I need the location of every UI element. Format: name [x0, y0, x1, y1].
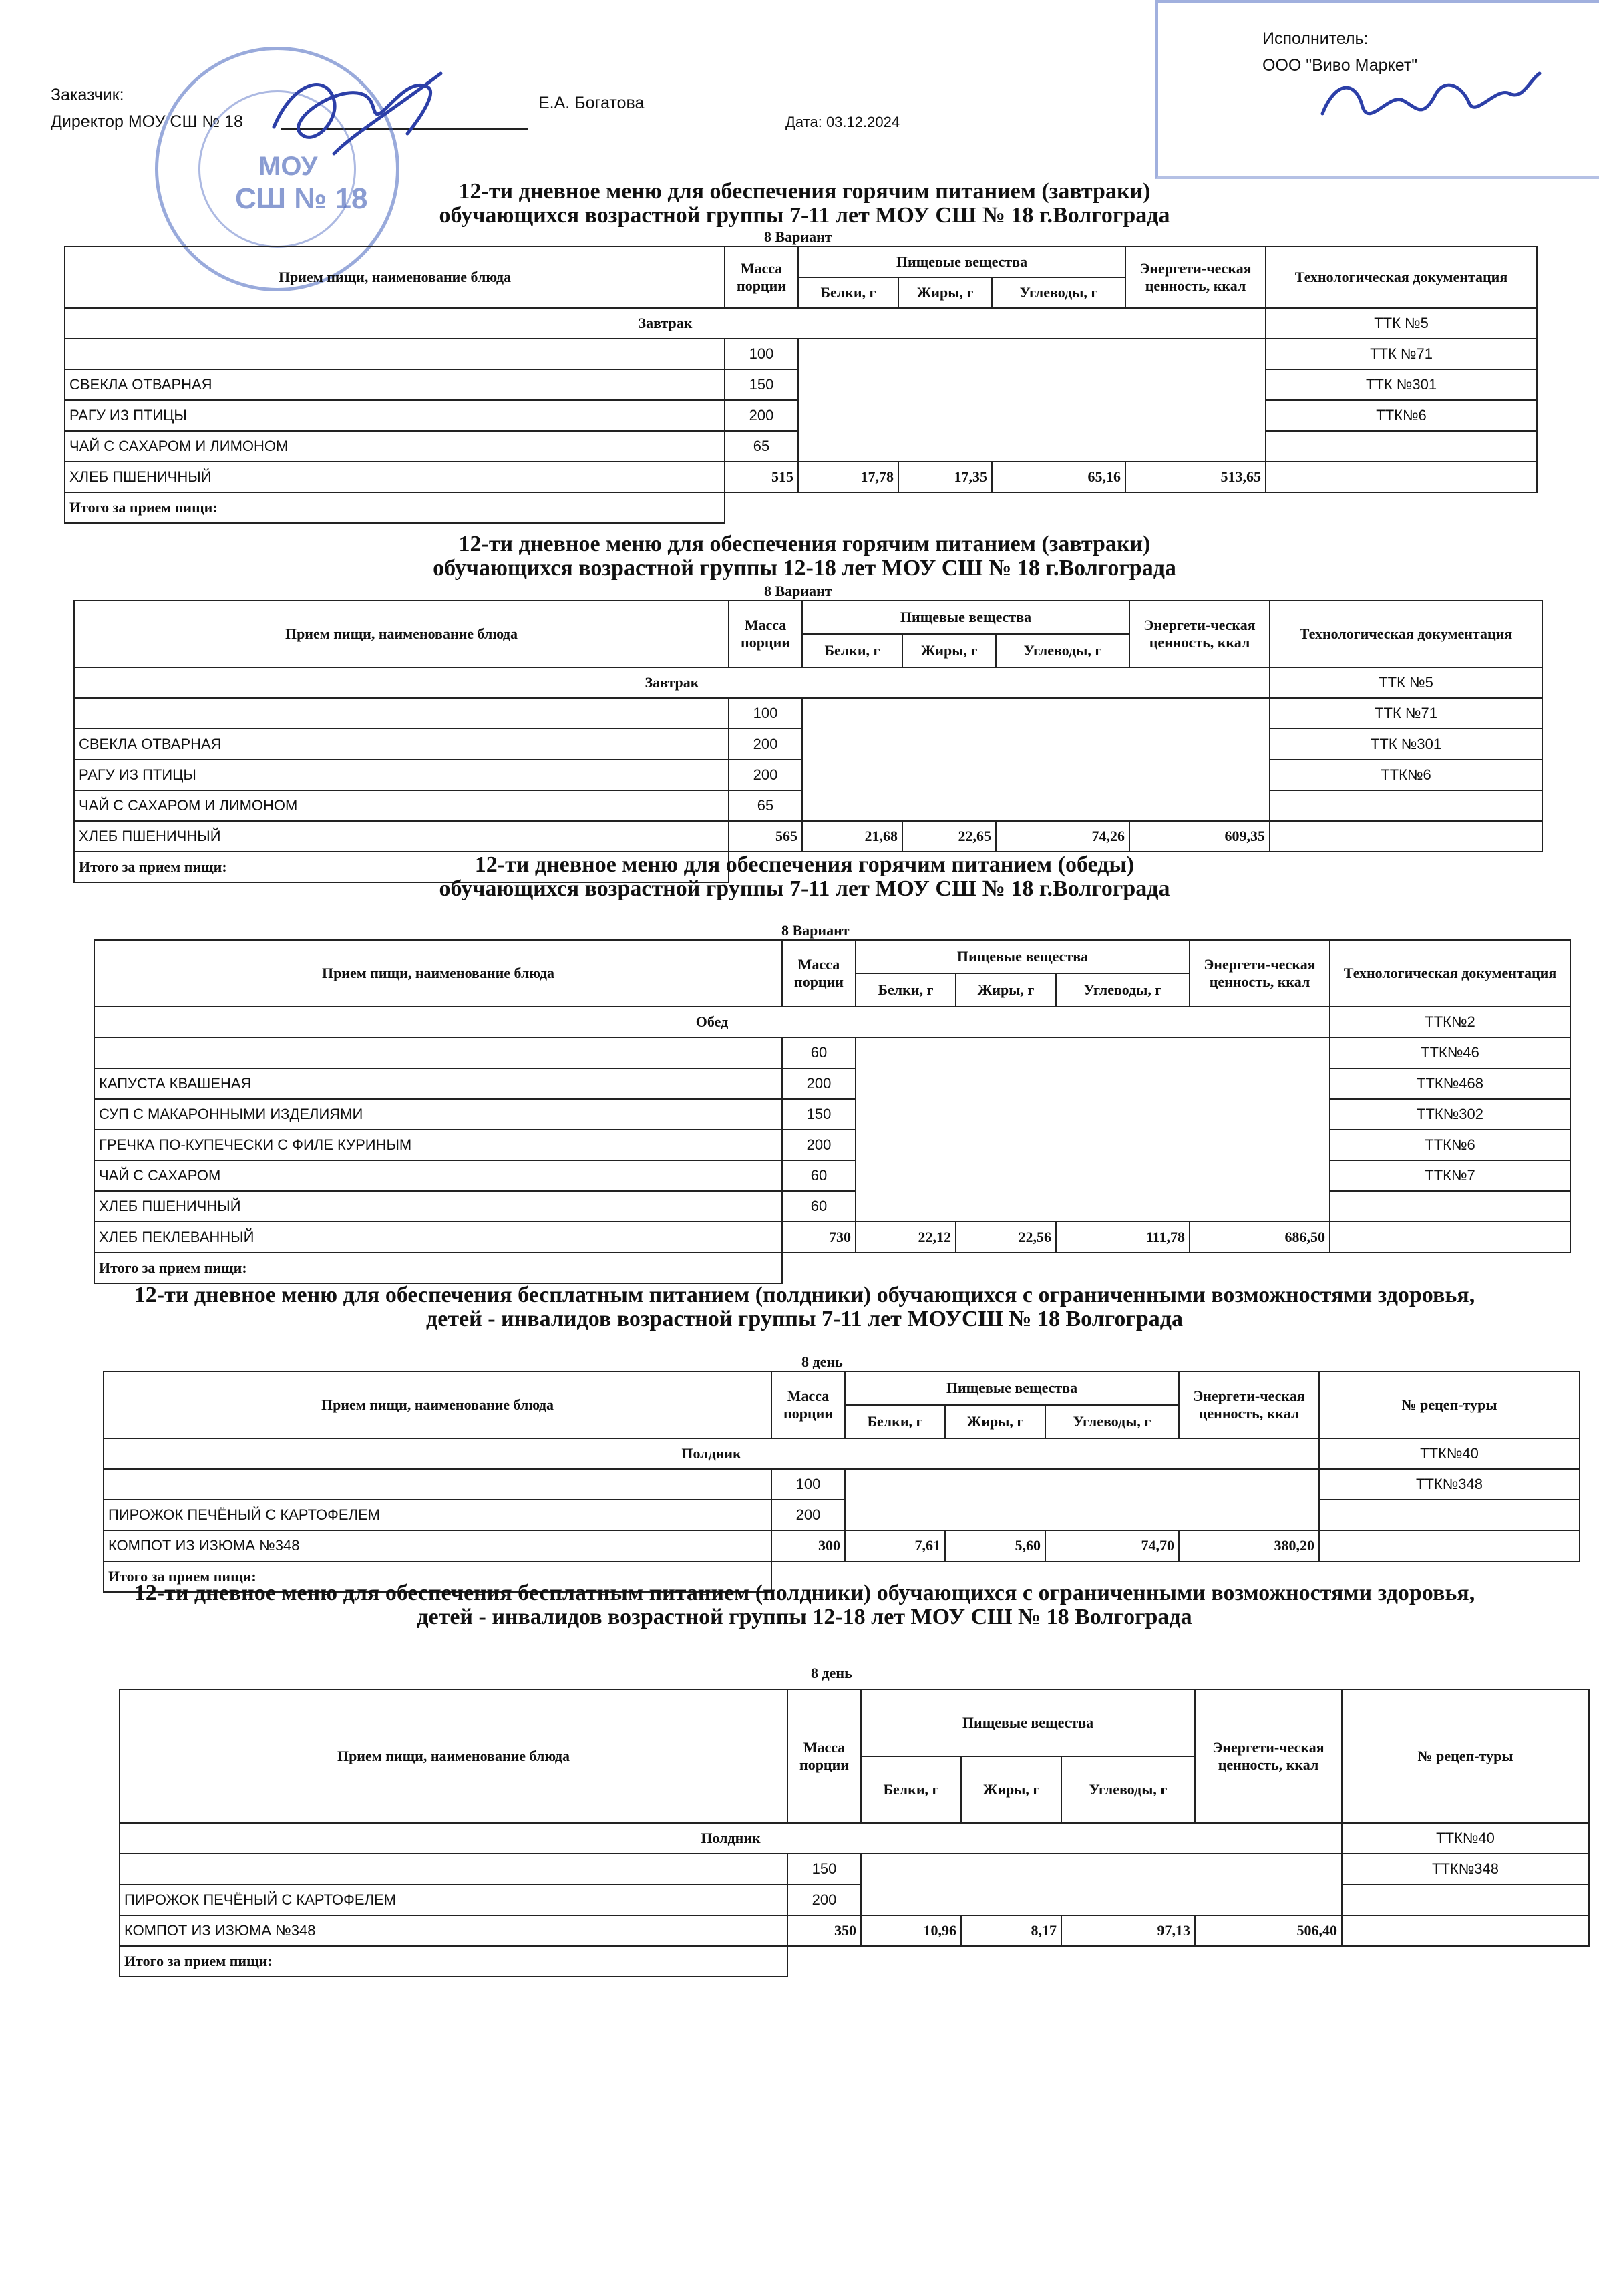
table-row: ГРЕЧКА ПО-КУПЕЧЕСКИ С ФИЛЕ КУРИНЫМ 200 ТТК№6 [94, 1130, 1570, 1160]
table-row: ХЛЕБ ПЕКЛЕВАННЫЙ 730 22,12 22,56 111,78 686,50 [94, 1222, 1570, 1253]
col-name-header: Прием пищи, наименование блюда [120, 1689, 787, 1823]
menu-table-4 [103, 1371, 1580, 1593]
table-row: ХЛЕБ ПШЕНИЧНЫЙ 515 17,78 17,35 65,16 513,65 [65, 462, 1537, 492]
table4-title-line2: детей - инвалидов возрастной группы 7-11 лет МОУСШ № 18 Волгограда [426, 1307, 1183, 1331]
table2-title-line1: 12-ти дневное меню для обеспечения горячим питанием (завтраки) [458, 532, 1151, 556]
table-row: 100 ТТК№348 [104, 1469, 1580, 1500]
col-techdoc-header: Технологическая документация [1266, 247, 1537, 308]
section-label: Полдник [104, 1438, 1319, 1469]
menu-table-3 [94, 939, 1571, 1284]
col-mass-header: Масса порции [787, 1689, 861, 1823]
col-recipe-header: № рецеп-туры [1319, 1371, 1580, 1438]
table-row: СУП С МАКАРОННЫМИ ИЗДЕЛИЯМИ 150 ТТК№302 [94, 1099, 1570, 1130]
section-label: Обед [94, 1007, 1330, 1037]
col-name-header: Прием пищи, наименование блюда [94, 940, 782, 1007]
col-protein-header: Белки, г [845, 1405, 945, 1438]
executor-signature-icon [1309, 53, 1550, 154]
table-row: ХЛЕБ ПШЕНИЧНЫЙ 565 21,68 22,65 74,26 609,35 [74, 821, 1542, 852]
col-nutrients-header: Пищевые вещества [861, 1689, 1195, 1756]
table-row: РАГУ ИЗ ПТИЦЫ 200 ТТК№6 [74, 760, 1542, 790]
table4-title-line1: 12-ти дневное меню для обеспечения бесплатным питанием (полдники) обучающихся с ограниченными возможностями здоровья, [134, 1283, 1475, 1307]
col-nutrients-header: Пищевые вещества [798, 247, 1125, 277]
col-name-header: Прием пищи, наименование блюда [65, 247, 725, 308]
col-fat-header: Жиры, г [961, 1756, 1061, 1823]
table-row: ЧАЙ С САХАРОМ И ЛИМОНОМ 65 [74, 790, 1542, 821]
table-row: РАГУ ИЗ ПТИЦЫ 200 ТТК№6 [65, 400, 1537, 431]
table2-title-line2: обучающихся возрастной группы 12-18 лет МОУ СШ № 18 г.Волгограда [433, 556, 1176, 581]
customer-name: Е.А. Богатова [538, 94, 645, 112]
col-protein-header: Белки, г [861, 1756, 961, 1823]
col-carbs-header: Углеводы, г [1061, 1756, 1195, 1823]
document-date: Дата: 03.12.2024 [785, 114, 900, 130]
col-mass-header: Масса порции [782, 940, 856, 1007]
table-row: ЧАЙ С САХАРОМ И ЛИМОНОМ 65 [65, 431, 1537, 462]
col-protein-header: Белки, г [856, 973, 956, 1007]
col-carbs-header: Углеводы, г [996, 634, 1129, 667]
table5-title-line2: детей - инвалидов возрастной группы 12-18 лет МОУ СШ № 18 Волгограда [417, 1605, 1192, 1629]
table4-variant: 8 день [801, 1353, 843, 1370]
total-label: Итого за прием пищи: [104, 1561, 771, 1592]
col-techdoc-header: Технологическая документация [1330, 940, 1570, 1007]
col-fat-header: Жиры, г [945, 1405, 1045, 1438]
col-mass-header: Масса порции [729, 601, 802, 667]
table1-title-line1: 12-ти дневное меню для обеспечения горячим питанием (завтраки) [458, 179, 1151, 204]
total-label: Итого за прием пищи: [120, 1946, 787, 1977]
table3-title-line2: обучающихся возрастной группы 7-11 лет МОУ СШ № 18 г.Волгограда [439, 876, 1170, 901]
customer-label: Заказчик: [51, 86, 124, 104]
executor-label: Исполнитель: [1262, 29, 1369, 48]
recipe-number: ТТК№40 [1342, 1823, 1589, 1854]
col-energy-header: Энергети-ческая ценность, ккал [1195, 1689, 1342, 1823]
customer-position: Директор МОУ СШ № 18 [51, 112, 243, 131]
director-signature-icon [254, 53, 454, 167]
table-row: ПИРОЖОК ПЕЧЁНЫЙ С КАРТОФЕЛЕМ 200 [120, 1884, 1589, 1915]
col-carbs-header: Углеводы, г [1045, 1405, 1179, 1438]
col-nutrients-header: Пищевые вещества [845, 1371, 1179, 1405]
table2-variant: 8 Вариант [764, 583, 832, 599]
section-label: Завтрак [65, 308, 1266, 339]
col-recipe-header: № рецеп-туры [1342, 1689, 1589, 1823]
col-energy-header: Энергети-ческая ценность, ккал [1190, 940, 1330, 1007]
col-energy-header: Энергети-ческая ценность, ккал [1129, 601, 1270, 667]
col-mass-header: Масса порции [771, 1371, 845, 1438]
col-energy-header: Энергети-ческая ценность, ккал [1179, 1371, 1319, 1438]
table-row: 100 ТТК №71 [65, 339, 1537, 369]
tech-doc: ТТК №5 [1270, 667, 1542, 698]
table-row: КОМПОТ ИЗ ИЗЮМА №348 300 7,61 5,60 74,70 380,20 [104, 1530, 1580, 1561]
table1-variant: 8 Вариант [764, 228, 832, 245]
table-row: 60 ТТК№46 [94, 1037, 1570, 1068]
executor-name: ООО "Виво Маркет" [1262, 56, 1418, 75]
table-row: СВЕКЛА ОТВАРНАЯ 150 ТТК №301 [65, 369, 1537, 400]
col-protein-header: Белки, г [802, 634, 902, 667]
total-label: Итого за прием пищи: [94, 1253, 782, 1283]
tech-doc: ТТК№2 [1330, 1007, 1570, 1037]
col-energy-header: Энергети-ческая ценность, ккал [1125, 247, 1266, 308]
school-stamp: МОУ СШ № 18 [155, 47, 399, 291]
table-row: СВЕКЛА ОТВАРНАЯ 200 ТТК №301 [74, 729, 1542, 760]
col-carbs-header: Углеводы, г [992, 277, 1125, 308]
table-row: ЧАЙ С САХАРОМ 60 ТТК№7 [94, 1160, 1570, 1191]
total-label: Итого за прием пищи: [65, 492, 725, 523]
col-protein-header: Белки, г [798, 277, 898, 308]
table1-title-line2: обучающихся возрастной группы 7-11 лет МОУ СШ № 18 г.Волгограда [439, 203, 1170, 228]
col-name-header: Прием пищи, наименование блюда [104, 1371, 771, 1438]
menu-table-5 [119, 1689, 1590, 1977]
table5-variant: 8 день [811, 1665, 852, 1681]
col-nutrients-header: Пищевые вещества [802, 601, 1129, 634]
col-fat-header: Жиры, г [902, 634, 996, 667]
col-nutrients-header: Пищевые вещества [856, 940, 1190, 973]
table-row: ПИРОЖОК ПЕЧЁНЫЙ С КАРТОФЕЛЕМ 200 [104, 1500, 1580, 1530]
col-name-header: Прием пищи, наименование блюда [74, 601, 729, 667]
menu-table-2 [73, 600, 1543, 883]
table3-title-line1: 12-ти дневное меню для обеспечения горячим питанием (обеды) [474, 852, 1135, 877]
table-row: 100 ТТК №71 [74, 698, 1542, 729]
table-row: ХЛЕБ ПШЕНИЧНЫЙ 60 [94, 1191, 1570, 1222]
section-label: Завтрак [74, 667, 1270, 698]
table-row: КАПУСТА КВАШЕНАЯ 200 ТТК№468 [94, 1068, 1570, 1099]
col-fat-header: Жиры, г [898, 277, 992, 308]
table5-title-line1: 12-ти дневное меню для обеспечения бесплатным питанием (полдники) обучающихся с ограниченными возможностями здоровья, [134, 1581, 1475, 1605]
total-label: Итого за прием пищи: [74, 852, 729, 882]
section-label: Полдник [120, 1823, 1342, 1854]
tech-doc: ТТК №5 [1266, 308, 1537, 339]
col-carbs-header: Углеводы, г [1056, 973, 1190, 1007]
col-mass-header: Масса порции [725, 247, 798, 308]
table-row: 150 ТТК№348 [120, 1854, 1589, 1884]
col-techdoc-header: Технологическая документация [1270, 601, 1542, 667]
table-row: КОМПОТ ИЗ ИЗЮМА №348 350 10,96 8,17 97,13 506,40 [120, 1915, 1589, 1946]
recipe-number: ТТК№40 [1319, 1438, 1580, 1469]
col-fat-header: Жиры, г [956, 973, 1056, 1007]
menu-table-1 [64, 246, 1538, 524]
table3-variant: 8 Вариант [781, 922, 850, 939]
